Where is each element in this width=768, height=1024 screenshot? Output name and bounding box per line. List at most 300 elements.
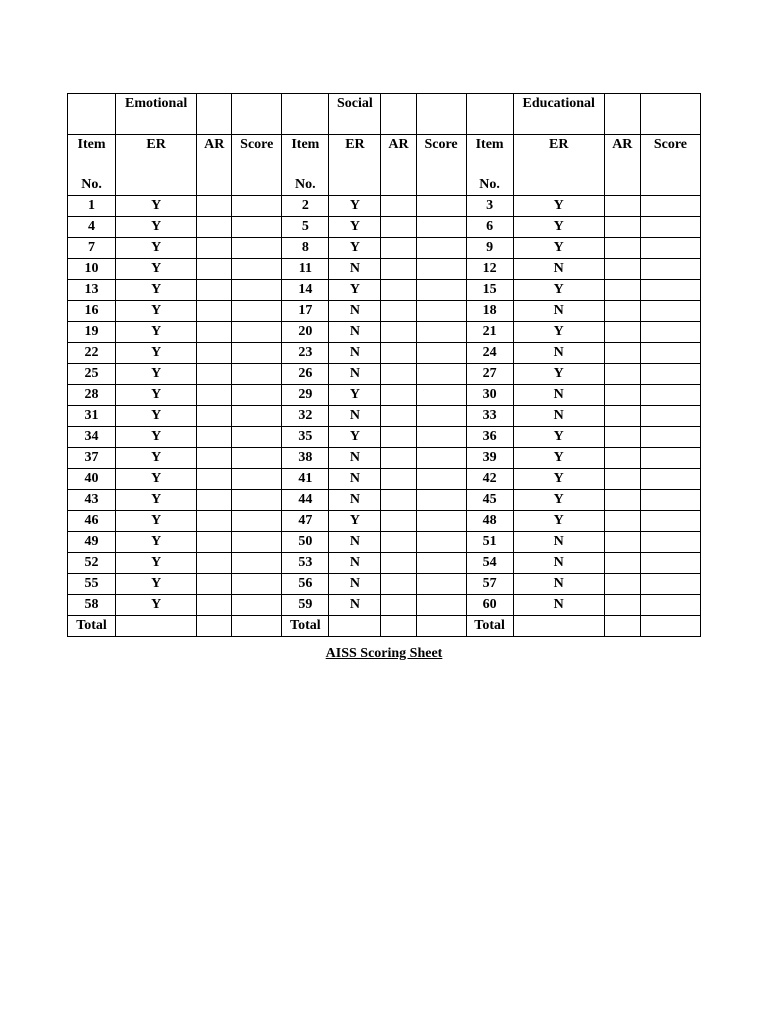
header-er: ER	[116, 135, 197, 196]
score-cell	[232, 301, 282, 322]
score-cell	[232, 322, 282, 343]
ar-cell	[604, 238, 640, 259]
er-cell: N	[329, 259, 381, 280]
score-cell	[640, 301, 700, 322]
header-score: Score	[416, 135, 466, 196]
header-item-no: Item No.	[282, 135, 329, 196]
total-label: Total	[466, 616, 513, 637]
empty-cell	[640, 94, 700, 135]
score-cell	[640, 217, 700, 238]
table-row	[68, 196, 701, 217]
header-ar: AR	[604, 135, 640, 196]
item-number-cell: 45	[466, 490, 513, 511]
er-cell: Y	[329, 385, 381, 406]
ar-cell	[197, 364, 232, 385]
er-cell: N	[329, 343, 381, 364]
ar-cell	[604, 448, 640, 469]
item-number-cell: 46	[68, 511, 116, 532]
table-row	[68, 574, 701, 595]
item-number-cell: 31	[68, 406, 116, 427]
table-row	[68, 595, 701, 616]
item-number-cell: 8	[282, 238, 329, 259]
er-cell: Y	[116, 448, 197, 469]
total-er-cell	[513, 616, 604, 637]
ar-cell	[381, 490, 416, 511]
header-score: Score	[640, 135, 700, 196]
score-cell	[416, 196, 466, 217]
header-er: ER	[513, 135, 604, 196]
ar-cell	[197, 553, 232, 574]
er-cell: Y	[116, 259, 197, 280]
ar-cell	[197, 532, 232, 553]
item-number-cell: 10	[68, 259, 116, 280]
item-number-cell: 4	[68, 217, 116, 238]
score-cell	[232, 490, 282, 511]
er-cell: N	[513, 343, 604, 364]
er-cell: Y	[116, 322, 197, 343]
table-row	[68, 259, 701, 280]
item-number-cell: 53	[282, 553, 329, 574]
ar-cell	[604, 259, 640, 280]
item-number-cell: 29	[282, 385, 329, 406]
er-cell: Y	[116, 595, 197, 616]
item-number-cell: 60	[466, 595, 513, 616]
er-cell: N	[513, 385, 604, 406]
ar-cell	[381, 448, 416, 469]
item-number-cell: 40	[68, 469, 116, 490]
er-cell: N	[329, 448, 381, 469]
item-number-cell: 49	[68, 532, 116, 553]
er-cell: Y	[329, 238, 381, 259]
empty-cell	[282, 94, 329, 135]
ar-cell	[381, 196, 416, 217]
total-label: Total	[282, 616, 329, 637]
score-cell	[640, 238, 700, 259]
score-cell	[416, 259, 466, 280]
er-cell: Y	[116, 196, 197, 217]
item-number-cell: 3	[466, 196, 513, 217]
item-number-cell: 55	[68, 574, 116, 595]
item-number-cell: 19	[68, 322, 116, 343]
total-ar-cell	[604, 616, 640, 637]
score-cell	[640, 280, 700, 301]
empty-cell	[68, 94, 116, 135]
score-cell	[640, 595, 700, 616]
score-cell	[416, 406, 466, 427]
item-number-cell: 54	[466, 553, 513, 574]
score-cell	[640, 343, 700, 364]
er-cell: Y	[513, 280, 604, 301]
item-number-cell: 5	[282, 217, 329, 238]
category-educational: Educational	[513, 94, 604, 135]
ar-cell	[604, 427, 640, 448]
item-number-cell: 22	[68, 343, 116, 364]
er-cell: Y	[513, 490, 604, 511]
er-cell: N	[513, 553, 604, 574]
er-cell: Y	[116, 385, 197, 406]
category-header-row	[68, 94, 701, 135]
ar-cell	[381, 511, 416, 532]
ar-cell	[381, 595, 416, 616]
er-cell: N	[329, 364, 381, 385]
score-cell	[640, 469, 700, 490]
table-row	[68, 427, 701, 448]
score-cell	[232, 553, 282, 574]
ar-cell	[197, 469, 232, 490]
score-cell	[232, 364, 282, 385]
item-number-cell: 59	[282, 595, 329, 616]
ar-cell	[604, 490, 640, 511]
ar-cell	[197, 259, 232, 280]
ar-cell	[604, 406, 640, 427]
header-item-no: Item No.	[68, 135, 116, 196]
score-cell	[232, 280, 282, 301]
total-ar-cell	[197, 616, 232, 637]
score-cell	[640, 532, 700, 553]
item-number-cell: 1	[68, 196, 116, 217]
er-cell: Y	[116, 469, 197, 490]
ar-cell	[381, 553, 416, 574]
score-cell	[232, 259, 282, 280]
score-cell	[232, 511, 282, 532]
score-cell	[416, 532, 466, 553]
score-cell	[640, 448, 700, 469]
ar-cell	[197, 595, 232, 616]
total-er-cell	[116, 616, 197, 637]
empty-cell	[381, 94, 416, 135]
item-number-cell: 33	[466, 406, 513, 427]
ar-cell	[197, 301, 232, 322]
er-cell: N	[329, 490, 381, 511]
item-number-cell: 35	[282, 427, 329, 448]
ar-cell	[604, 343, 640, 364]
score-cell	[416, 217, 466, 238]
table-row	[68, 364, 701, 385]
item-number-cell: 6	[466, 217, 513, 238]
ar-cell	[197, 574, 232, 595]
item-number-cell: 56	[282, 574, 329, 595]
ar-cell	[197, 511, 232, 532]
ar-cell	[604, 385, 640, 406]
empty-cell	[197, 94, 232, 135]
ar-cell	[381, 217, 416, 238]
score-cell	[232, 595, 282, 616]
score-cell	[640, 385, 700, 406]
table-row	[68, 238, 701, 259]
er-cell: Y	[329, 511, 381, 532]
score-cell	[232, 343, 282, 364]
item-number-cell: 12	[466, 259, 513, 280]
er-cell: N	[329, 574, 381, 595]
er-cell: N	[513, 406, 604, 427]
score-cell	[232, 574, 282, 595]
er-cell: Y	[513, 427, 604, 448]
category-social: Social	[329, 94, 381, 135]
ar-cell	[381, 364, 416, 385]
header-er: ER	[329, 135, 381, 196]
er-cell: N	[513, 301, 604, 322]
ar-cell	[604, 364, 640, 385]
item-number-cell: 13	[68, 280, 116, 301]
score-cell	[416, 469, 466, 490]
score-cell	[640, 574, 700, 595]
er-cell: N	[329, 595, 381, 616]
item-number-cell: 47	[282, 511, 329, 532]
item-number-cell: 17	[282, 301, 329, 322]
ar-cell	[604, 595, 640, 616]
ar-cell	[604, 301, 640, 322]
item-number-cell: 11	[282, 259, 329, 280]
score-cell	[416, 448, 466, 469]
item-number-cell: 2	[282, 196, 329, 217]
score-cell	[416, 574, 466, 595]
score-cell	[232, 238, 282, 259]
header-ar: AR	[197, 135, 232, 196]
er-cell: Y	[329, 196, 381, 217]
item-number-cell: 44	[282, 490, 329, 511]
ar-cell	[604, 469, 640, 490]
ar-cell	[381, 301, 416, 322]
item-number-cell: 43	[68, 490, 116, 511]
ar-cell	[604, 511, 640, 532]
ar-cell	[381, 427, 416, 448]
empty-cell	[466, 94, 513, 135]
er-cell: Y	[116, 217, 197, 238]
item-number-cell: 24	[466, 343, 513, 364]
ar-cell	[604, 532, 640, 553]
er-cell: N	[329, 469, 381, 490]
total-score-cell	[232, 616, 282, 637]
er-cell: Y	[116, 406, 197, 427]
ar-cell	[197, 448, 232, 469]
table-row	[68, 322, 701, 343]
ar-cell	[197, 322, 232, 343]
table-row	[68, 448, 701, 469]
total-row	[68, 616, 701, 637]
er-cell: Y	[116, 574, 197, 595]
item-number-cell: 50	[282, 532, 329, 553]
ar-cell	[381, 343, 416, 364]
ar-cell	[197, 406, 232, 427]
ar-cell	[197, 343, 232, 364]
total-er-cell	[329, 616, 381, 637]
ar-cell	[604, 196, 640, 217]
total-score-cell	[416, 616, 466, 637]
score-cell	[232, 196, 282, 217]
table-row	[68, 469, 701, 490]
score-cell	[416, 427, 466, 448]
item-number-cell: 48	[466, 511, 513, 532]
ar-cell	[197, 196, 232, 217]
er-cell: N	[329, 553, 381, 574]
score-cell	[416, 553, 466, 574]
er-cell: Y	[513, 364, 604, 385]
item-number-cell: 32	[282, 406, 329, 427]
er-cell: Y	[116, 553, 197, 574]
er-cell: N	[329, 322, 381, 343]
er-cell: Y	[329, 280, 381, 301]
item-number-cell: 20	[282, 322, 329, 343]
table-row	[68, 280, 701, 301]
score-cell	[640, 259, 700, 280]
er-cell: Y	[513, 196, 604, 217]
score-cell	[640, 490, 700, 511]
ar-cell	[381, 259, 416, 280]
er-cell: N	[329, 406, 381, 427]
table-row	[68, 385, 701, 406]
table-row	[68, 532, 701, 553]
er-cell: N	[513, 532, 604, 553]
table-row	[68, 301, 701, 322]
header-ar: AR	[381, 135, 416, 196]
score-cell	[640, 427, 700, 448]
score-cell	[640, 364, 700, 385]
ar-cell	[604, 574, 640, 595]
er-cell: Y	[116, 301, 197, 322]
empty-cell	[416, 94, 466, 135]
score-cell	[232, 385, 282, 406]
table-row	[68, 490, 701, 511]
ar-cell	[197, 238, 232, 259]
score-cell	[232, 406, 282, 427]
er-cell: Y	[116, 280, 197, 301]
score-cell	[416, 385, 466, 406]
score-cell	[416, 343, 466, 364]
table-row	[68, 217, 701, 238]
score-cell	[416, 490, 466, 511]
score-cell	[640, 196, 700, 217]
er-cell: N	[513, 259, 604, 280]
er-cell: Y	[513, 469, 604, 490]
er-cell: N	[329, 301, 381, 322]
item-number-cell: 28	[68, 385, 116, 406]
item-number-cell: 18	[466, 301, 513, 322]
scoring-table	[67, 93, 701, 637]
er-cell: Y	[329, 217, 381, 238]
ar-cell	[604, 280, 640, 301]
er-cell: Y	[116, 364, 197, 385]
item-number-cell: 26	[282, 364, 329, 385]
er-cell: Y	[513, 511, 604, 532]
score-cell	[416, 280, 466, 301]
item-number-cell: 23	[282, 343, 329, 364]
score-cell	[232, 469, 282, 490]
table-row	[68, 553, 701, 574]
item-number-cell: 41	[282, 469, 329, 490]
ar-cell	[197, 385, 232, 406]
score-cell	[232, 427, 282, 448]
ar-cell	[381, 238, 416, 259]
score-cell	[640, 553, 700, 574]
score-cell	[640, 322, 700, 343]
ar-cell	[197, 427, 232, 448]
item-number-cell: 30	[466, 385, 513, 406]
item-number-cell: 7	[68, 238, 116, 259]
item-number-cell: 16	[68, 301, 116, 322]
ar-cell	[381, 532, 416, 553]
er-cell: Y	[116, 343, 197, 364]
er-cell: N	[513, 595, 604, 616]
item-number-cell: 39	[466, 448, 513, 469]
total-ar-cell	[381, 616, 416, 637]
ar-cell	[381, 280, 416, 301]
ar-cell	[197, 280, 232, 301]
er-cell: Y	[513, 217, 604, 238]
item-number-cell: 38	[282, 448, 329, 469]
score-cell	[416, 322, 466, 343]
total-label: Total	[68, 616, 116, 637]
item-number-cell: 21	[466, 322, 513, 343]
empty-cell	[604, 94, 640, 135]
item-number-cell: 15	[466, 280, 513, 301]
score-cell	[232, 448, 282, 469]
er-cell: Y	[116, 490, 197, 511]
item-number-cell: 14	[282, 280, 329, 301]
er-cell: Y	[329, 427, 381, 448]
score-cell	[232, 532, 282, 553]
item-number-cell: 57	[466, 574, 513, 595]
score-cell	[640, 511, 700, 532]
item-number-cell: 37	[68, 448, 116, 469]
ar-cell	[604, 217, 640, 238]
item-number-cell: 51	[466, 532, 513, 553]
ar-cell	[381, 469, 416, 490]
score-cell	[416, 238, 466, 259]
score-cell	[232, 217, 282, 238]
ar-cell	[381, 322, 416, 343]
header-item-no: Item No.	[466, 135, 513, 196]
er-cell: Y	[116, 238, 197, 259]
column-header-row	[68, 135, 701, 196]
er-cell: Y	[513, 238, 604, 259]
ar-cell	[197, 490, 232, 511]
table-row	[68, 406, 701, 427]
score-cell	[416, 301, 466, 322]
ar-cell	[381, 574, 416, 595]
er-cell: Y	[513, 322, 604, 343]
item-number-cell: 42	[466, 469, 513, 490]
header-score: Score	[232, 135, 282, 196]
ar-cell	[381, 385, 416, 406]
empty-cell	[232, 94, 282, 135]
ar-cell	[197, 217, 232, 238]
er-cell: Y	[116, 427, 197, 448]
ar-cell	[604, 553, 640, 574]
score-cell	[416, 364, 466, 385]
item-number-cell: 52	[68, 553, 116, 574]
category-emotional: Emotional	[116, 94, 197, 135]
item-number-cell: 34	[68, 427, 116, 448]
er-cell: Y	[116, 532, 197, 553]
item-number-cell: 27	[466, 364, 513, 385]
ar-cell	[604, 322, 640, 343]
table-row	[68, 343, 701, 364]
item-number-cell: 36	[466, 427, 513, 448]
item-number-cell: 58	[68, 595, 116, 616]
er-cell: Y	[116, 511, 197, 532]
ar-cell	[381, 406, 416, 427]
er-cell: Y	[513, 448, 604, 469]
er-cell: N	[513, 574, 604, 595]
score-cell	[416, 595, 466, 616]
er-cell: N	[329, 532, 381, 553]
score-cell	[640, 406, 700, 427]
sheet-title: AISS Scoring Sheet	[325, 646, 443, 661]
score-cell	[416, 511, 466, 532]
item-number-cell: 9	[466, 238, 513, 259]
item-number-cell: 25	[68, 364, 116, 385]
table-row	[68, 511, 701, 532]
